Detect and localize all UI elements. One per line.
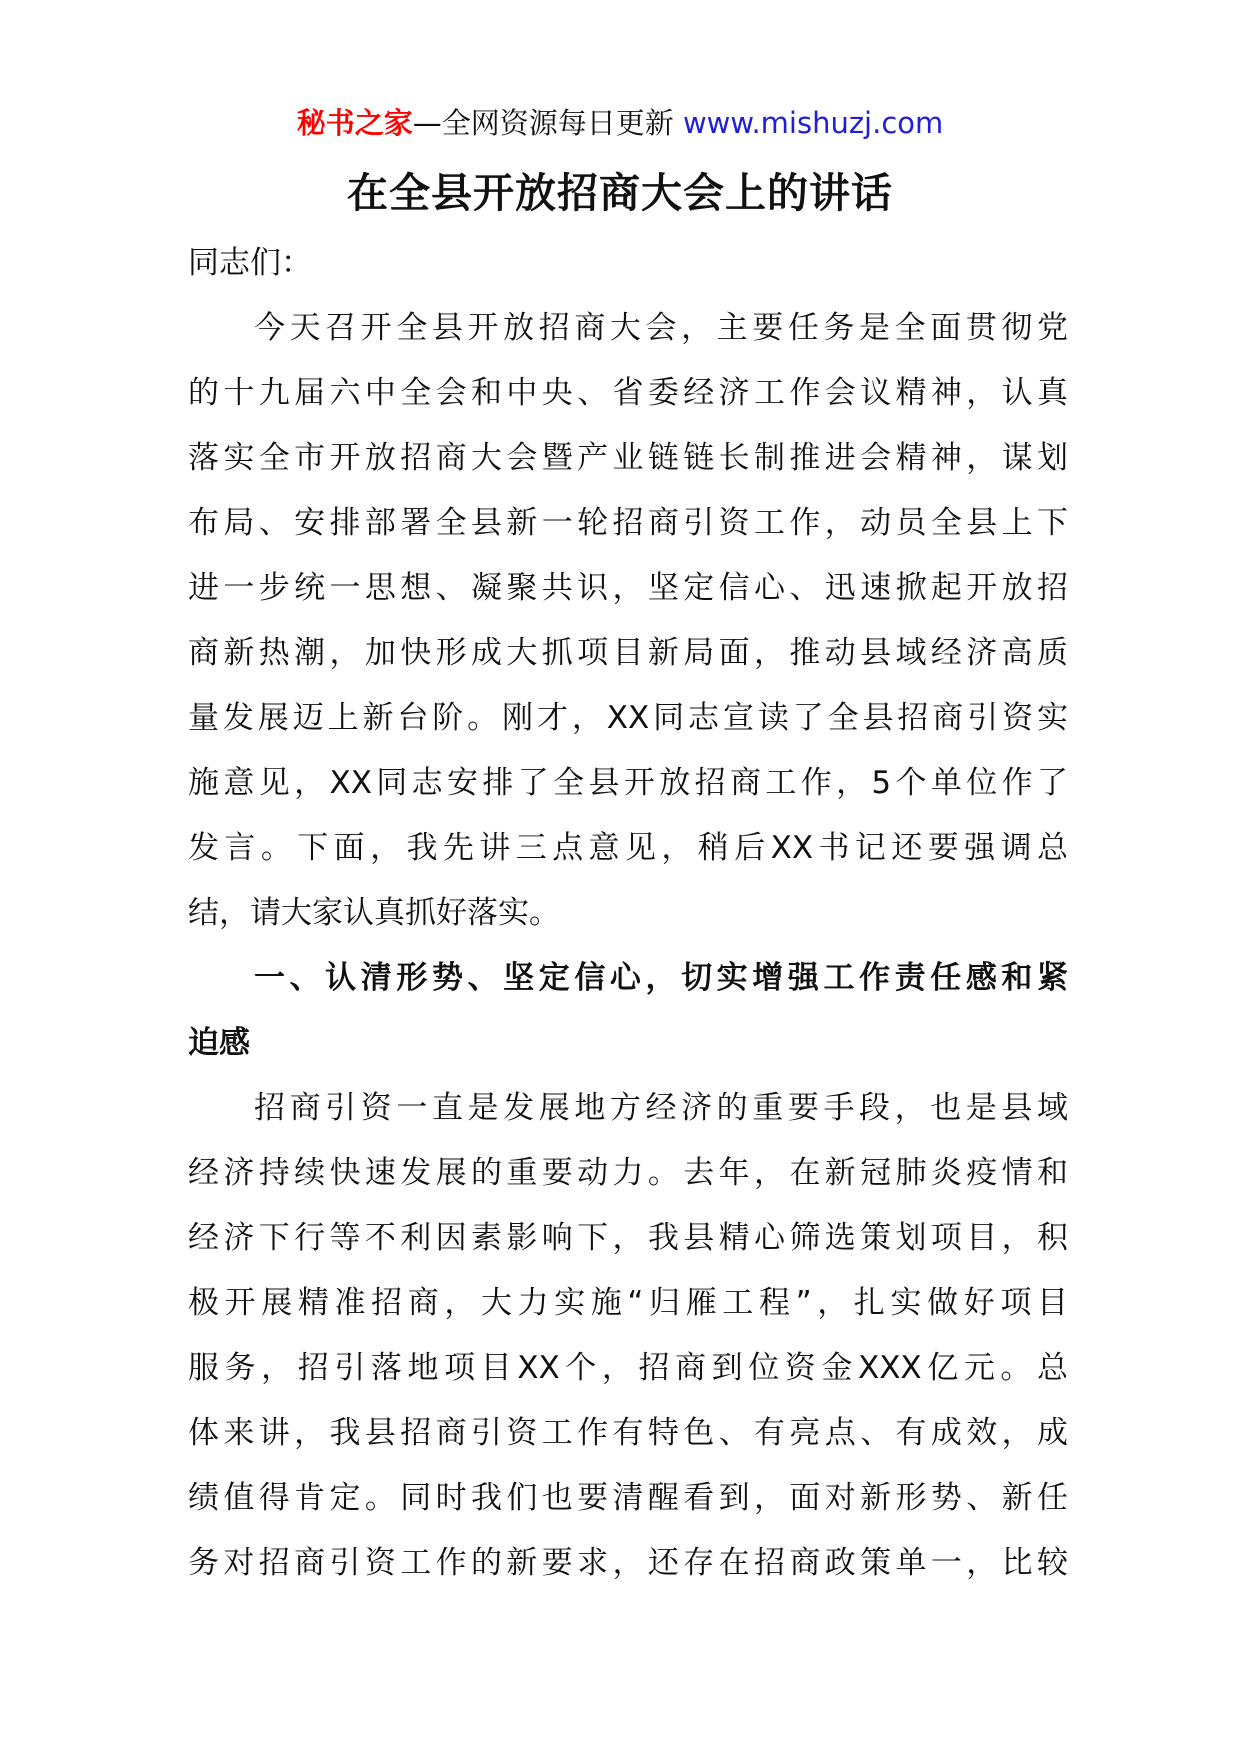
paragraph-line: 落实全市开放招商大会暨产业链链长制推进会精神，谋划: [188, 440, 1068, 476]
site-brand[interactable]: 秘书之家: [296, 106, 413, 140]
salutation: 同志们：: [188, 245, 312, 281]
paragraph-line: 发言。下面，我先讲三点意见，稍后XX书记还要强调总: [188, 830, 1068, 866]
paragraph-line: 极开展精准招商，大力实施“归雁工程”，扎实做好项目: [188, 1285, 1068, 1321]
paragraph-line: 布局、安排部署全县新一轮招商引资工作，动员全县上下: [188, 505, 1068, 541]
paragraph-line: 商新热潮，加快形成大抓项目新局面，推动县域经济高质: [188, 635, 1068, 671]
paragraph-line: 服务，招引落地项目XX个，招商到位资金XXX亿元。总: [188, 1350, 1068, 1386]
paragraph-line: 经济下行等不利因素影响下，我县精心筛选策划项目，积: [188, 1220, 1068, 1256]
paragraph-line: 体来讲，我县招商引资工作有特色、有亮点、有成效，成: [188, 1415, 1068, 1451]
paragraph-line: 结，请大家认真抓好落实。: [188, 895, 560, 931]
paragraph-line: 进一步统一思想、凝聚共识，坚定信心、迅速掀起开放招: [188, 570, 1068, 606]
document-title: 在全县开放招商大会上的讲话: [347, 169, 893, 217]
paragraph-line: 绩值得肯定。同时我们也要清醒看到，面对新形势、新任: [188, 1480, 1068, 1516]
section-heading-continued: 迫感: [188, 1025, 250, 1061]
section-heading: 一、认清形势、坚定信心，切实增强工作责任感和紧: [254, 960, 1068, 996]
paragraph-line: 的十九届六中全会和中央、省委经济工作会议精神，认真: [188, 375, 1068, 411]
paragraph-line: 量发展迈上新台阶。刚才，XX同志宣读了全县招商引资实: [188, 700, 1068, 736]
paragraph-line: 招商引资一直是发展地方经济的重要手段，也是县域: [254, 1090, 1068, 1126]
paragraph-line: 施意见，XX同志安排了全县开放招商工作，5个单位作了: [188, 765, 1068, 801]
site-url-link[interactable]: www.mishuzj.com: [682, 106, 944, 140]
paragraph-line: 经济持续快速发展的重要动力。去年，在新冠肺炎疫情和: [188, 1155, 1068, 1191]
paragraph-line: 今天召开全县开放招商大会，主要任务是全面贯彻党: [254, 310, 1068, 346]
site-header: [0, 103, 1240, 143]
site-tagline: —全网资源每日更新: [412, 106, 674, 140]
document-body: [188, 231, 1068, 1596]
paragraph-line: 务对招商引资工作的新要求，还存在招商政策单一，比较: [188, 1545, 1068, 1581]
